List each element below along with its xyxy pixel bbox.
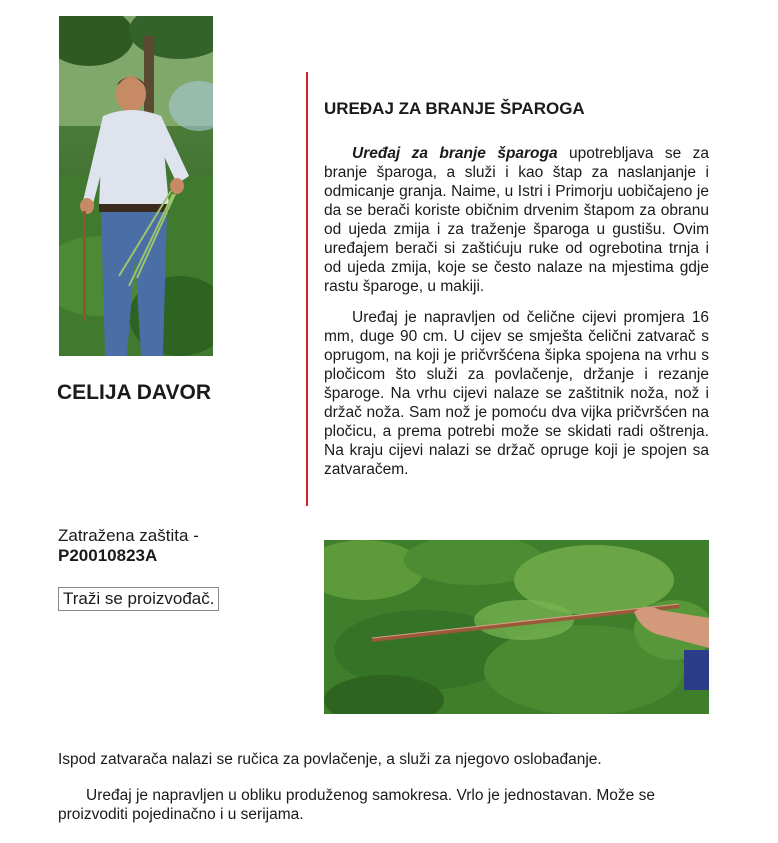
inventor-photo	[59, 16, 213, 356]
article-p1-text: upotrebljava se za branje šparoga, a služi i kao štap za naslanjanje i odmicanje granja. Naime, u Istri i Primorju uobičajeno je da se berači koriste običnim drvenim štapom za obranu od ujeda zmija i za traženje šparoga u gustišu. Ovim uređajem berači si zaštićuju ruke od ogrebotina trnja i od ujeda zmija, koje se često nalaze na mjestima gdje rastu šparoge, u makiji.	[324, 145, 710, 295]
article-paragraph-1	[324, 144, 709, 296]
protection-label: Zatražena zaštita -	[58, 526, 199, 545]
article-title: UREĐAJ ZA BRANJE ŠPAROGA	[324, 99, 585, 118]
article-body	[324, 144, 709, 491]
accent-divider	[306, 72, 308, 506]
seeking-manufacturer-badge: Traži se proizvođač.	[58, 587, 219, 611]
article-paragraph-2: Uređaj je napravljen od čelične cijevi promjera 16 mm, duge 90 cm. U cijev se smješta čelični zatvarač s oprugom, na koji je pričvršćena šipka spojena na vrhu s pločicom što služi za povlačenje, držanje i rezanje šparoge. Na vrhu cijevi nalaze se zaštitnik noža, nož i držač noža. Sam nož je pomoću dva vijka pričvršćen na pločicu, a prema potrebi može se skidati radi oštrenja. Na kraju cijevi nalazi se držač opruge koji je spojen sa zatvaračem.	[324, 309, 709, 478]
protection-status	[58, 526, 199, 566]
article-lead: Uređaj za branje šparoga	[352, 145, 558, 162]
patent-number: P20010823A	[58, 546, 158, 565]
author-name: CELIJA DAVOR	[57, 381, 212, 404]
bottom-paragraph-2: Uređaj je napravljen u obliku produženog samokresa. Vrlo je jednostavan. Može se proizvoditi pojedinačno i u serijama.	[58, 787, 655, 823]
bottom-paragraph-1: Ispod zatvarača nalazi se ručica za povlačenje, a služi za njegovo oslobađanje.	[58, 751, 602, 768]
device-photo	[324, 540, 709, 714]
